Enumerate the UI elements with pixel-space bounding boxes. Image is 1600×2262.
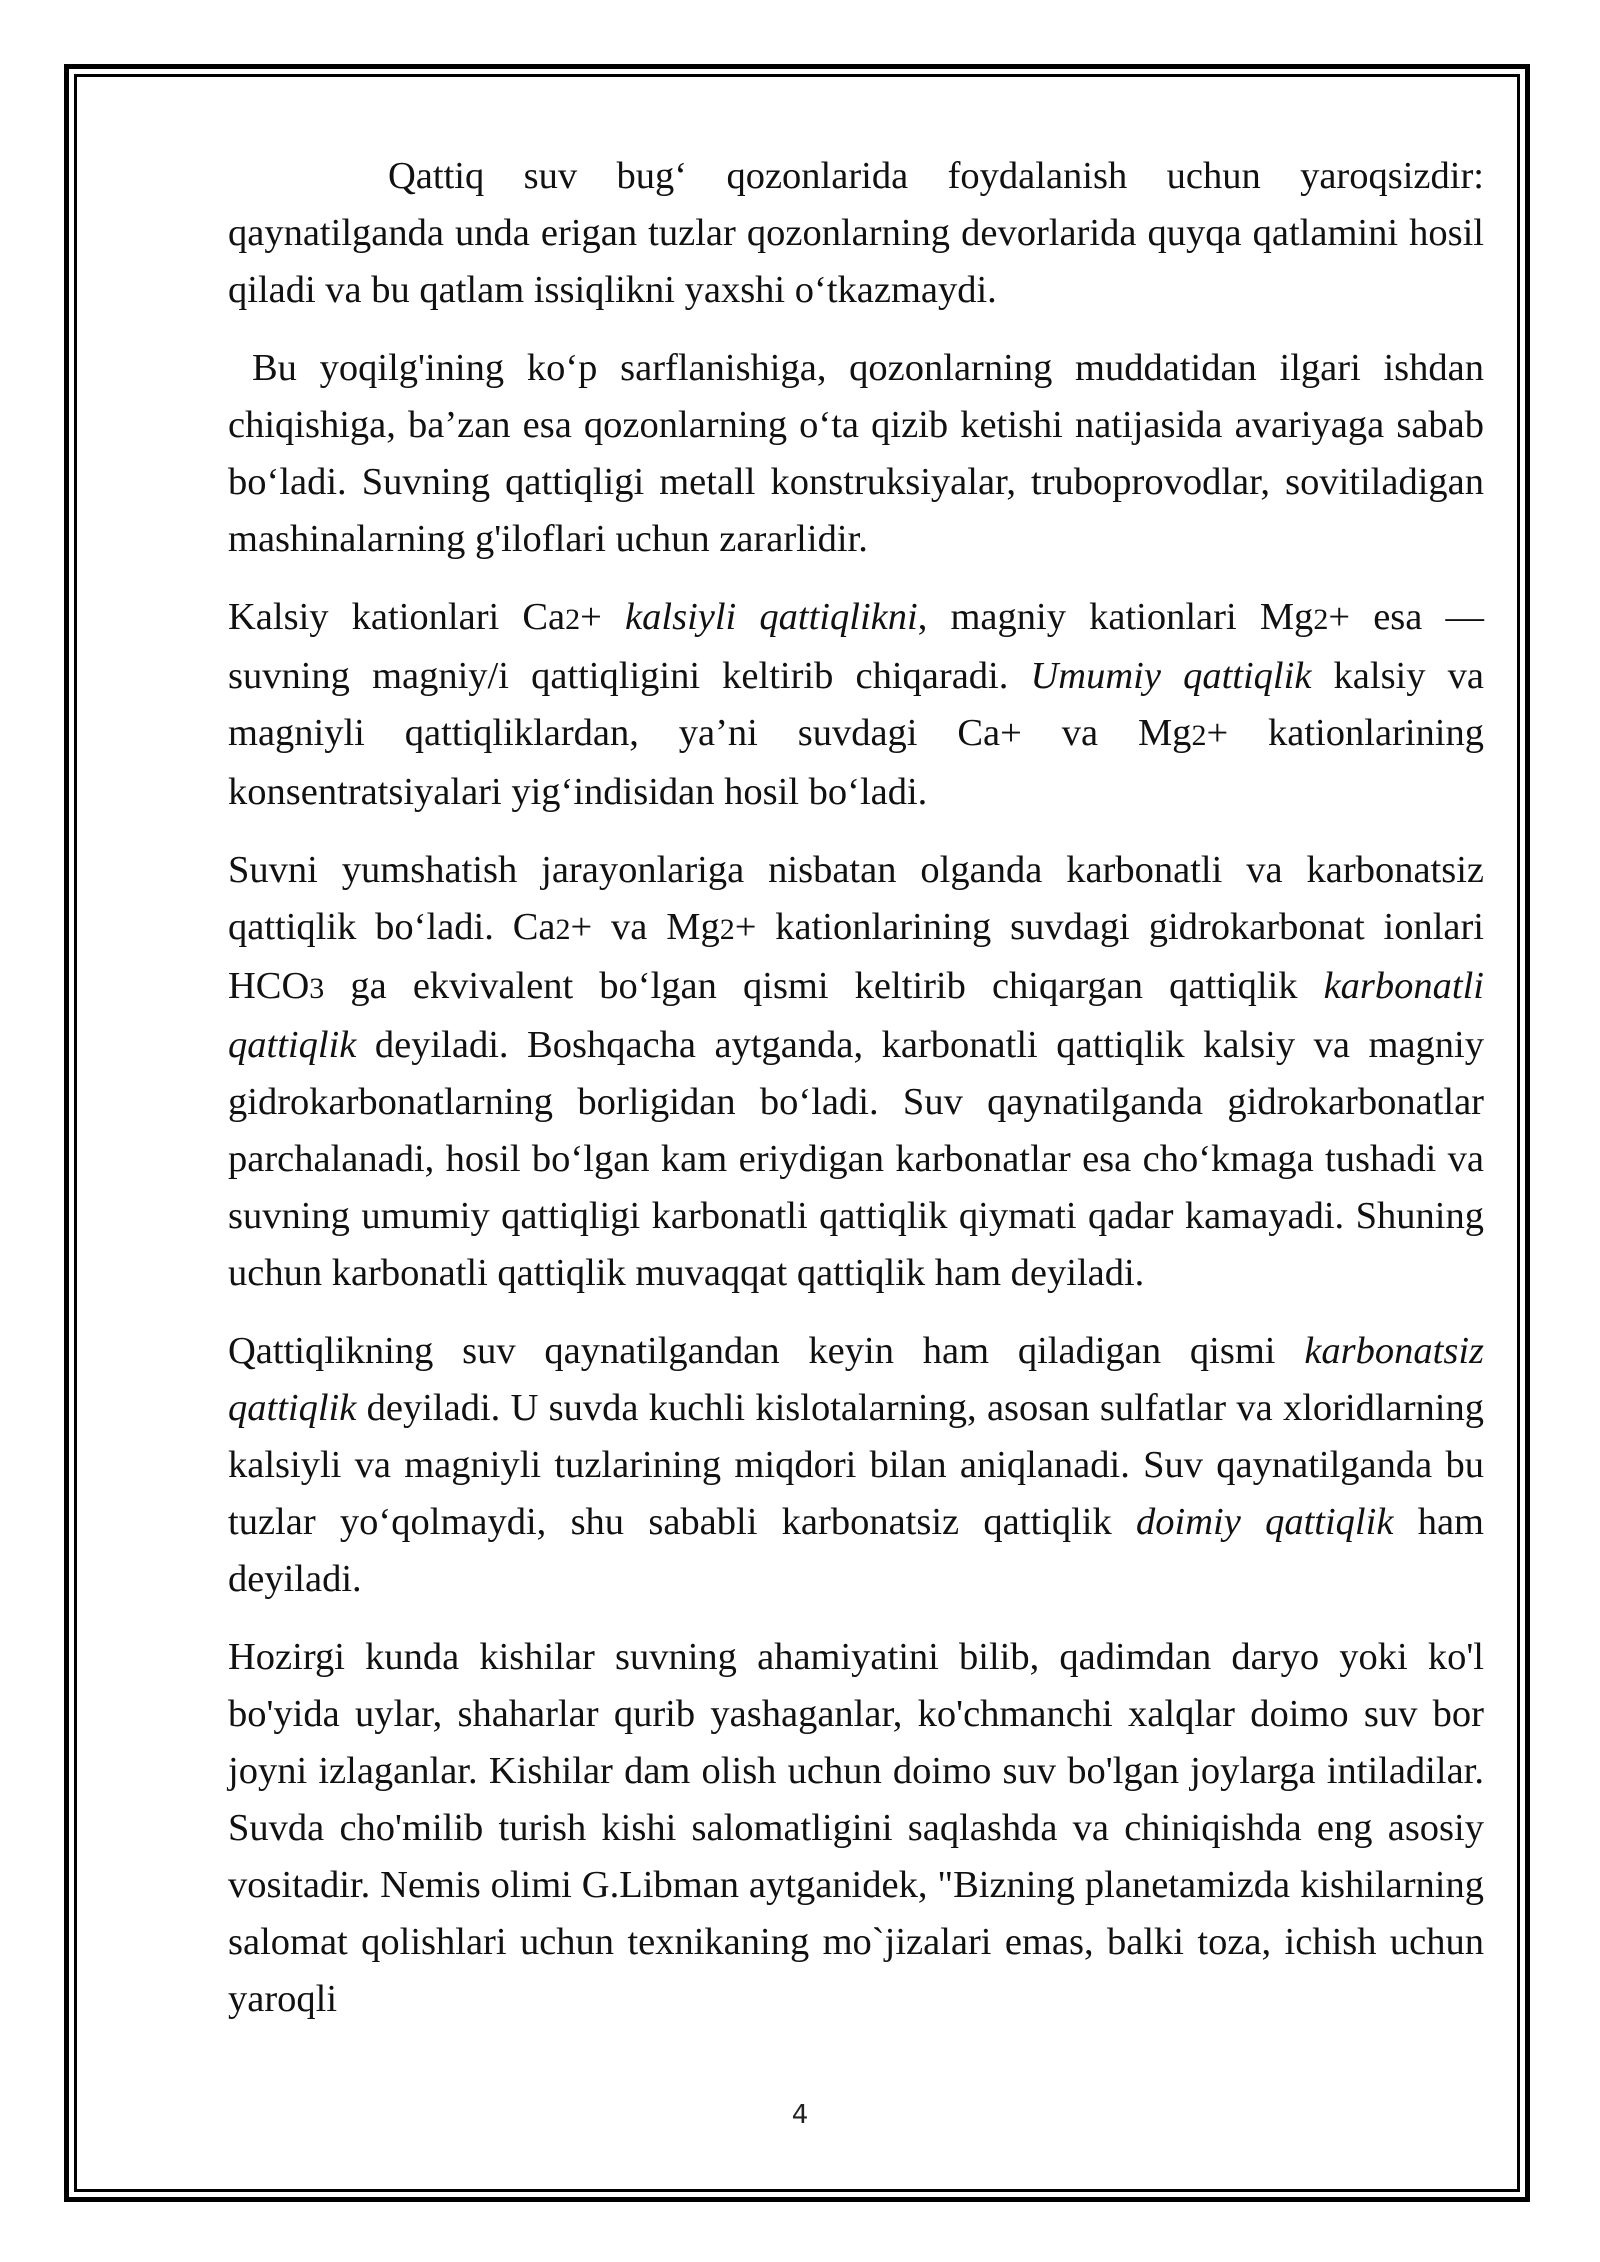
p4-text-2: + va Mg xyxy=(570,906,720,948)
p4-text-4: ga ekvivalent bo‘lgan qismi keltirib chiqargan qattiqlik xyxy=(324,965,1324,1007)
paragraph-1: Qattiq suv bug‘ qozonlarida foydalanish uchun yaroqsizdir: qaynatilganda unda erigan tuzlar qozonlarning devorlarida quyqa qatlamini hosil qiladi va bu qatlam issiqlikni yaxshi o‘tkazmaydi. xyxy=(228,155,1484,311)
p3-text-4: + esa — suvning magniy/i qattiqligini keltirib chiqaradi. xyxy=(228,596,1485,697)
p3-text-5: kalsiy va magniyli qattiqliklardan, ya’ni suvdagi Ca+ va Mg xyxy=(228,655,1484,754)
p4-charge-ca: 2 xyxy=(555,913,571,946)
p4-text-1: Suvni yumshatish jarayonlariga nisbatan olganda karbonatli va karbonatsiz qattiqlik bo‘ladi. Ca xyxy=(228,849,1484,948)
p3-term-kalsiyli: kalsiyli qattiqlikni xyxy=(625,596,918,638)
paragraph-4 xyxy=(228,842,1484,1302)
paragraph-5 xyxy=(228,1323,1484,1608)
page-number: 4 xyxy=(791,2100,809,2130)
p3-text-6: + kationlarining konsentratsiyalari yig‘indisidan hosil bo‘ladi. xyxy=(228,712,1485,813)
p4-subscript-3: 3 xyxy=(309,972,325,1005)
p4-text-3: + kationlarining suvdagi gidrokarbonat ionlari HCO xyxy=(228,906,1485,1007)
paragraph-6: Hozirgi kunda kishilar suvning ahamiyatini bilib, qadimdan daryo yoki ko'l bo'yida uylar, shaharlar qurib yashaganlar, ko'chmanchi xalqlar doimo suv bor joyni izlaganlar. Kishilar dam olish uchun doimo suv bo'lgan joylarga intiladilar. Suvda cho'milib turish kishi salomatligini saqlashda va chiniqishda eng asosiy vositadir. Nemis olimi G.Libman aytganidek, "Bizning planetamizda kishilarning salomat qolishlari uchun texnikaning mo`jizalari emas, balki toza, ichish uchun yaroqli xyxy=(228,1636,1484,2020)
p4-charge-mg: 2 xyxy=(719,913,735,946)
p4-term-karbonatli: karbonatli qattiqlik xyxy=(228,965,1484,1066)
p3-charge-mg: 2 xyxy=(1313,603,1329,636)
document-body xyxy=(228,148,1484,2049)
paragraph-3 xyxy=(228,589,1484,821)
p5-text-1: Qattiqlikning suv qaynatilgandan keyin ham qiladigan qismi xyxy=(228,1330,1305,1372)
paragraph-2: Bu yoqilg'ining ko‘p sarflanishiga, qozonlarning muddatidan ilgari ishdan chiqishiga, ba’zan esa qozonlarning o‘ta qizib ketishi natijasida avariyaga sabab bo‘ladi. Suvning qattiqligi metall konstruksiyalar, truboprovodlar, sovitiladigan mashinalarning g'iloflari uchun zararlidir. xyxy=(228,347,1484,560)
p3-charge-mg-2: 2 xyxy=(1191,719,1207,752)
p5-term-karbonatsiz: karbonatsiz qattiqlik xyxy=(228,1330,1484,1429)
p3-charge-ca: 2 xyxy=(565,603,581,636)
p4-text-5: deyiladi. Boshqacha aytganda, karbonatli qattiqlik kalsiy va magniy gidrokarbonatlarning borligidan bo‘ladi. Suv qaynatilganda gidrokarbonatlar parchalanadi, hosil bo‘lgan kam eriydigan karbonatlar esa cho‘kmaga tushadi va suvning umumiy qattiqligi karbonatli qattiqlik qiymati qadar kamayadi. Shuning uchun karbonatli qattiqlik muvaqqat qattiqlik ham deyiladi. xyxy=(228,1024,1484,1294)
p5-text-2: deyiladi. U suvda kuchli kislotalarning, asosan sulfatlar va xloridlarning kalsiyli va magniyli tuzlarining miqdori bilan aniqlanadi. Suv qaynatilganda bu tuzlar yo‘qolmaydi, shu sababli karbonatsiz qattiqlik xyxy=(228,1387,1484,1543)
p5-term-doimiy: doimiy qattiqlik xyxy=(1136,1501,1394,1543)
p3-text-3: , magniy kationlari Mg xyxy=(917,596,1314,638)
p3-term-umumiy: Umumiy qattiqlik xyxy=(1030,655,1312,697)
p5-text-3: ham deyiladi. xyxy=(228,1501,1484,1600)
p3-text-1: Kalsiy kationlari Ca xyxy=(228,596,566,638)
p3-text-2: + xyxy=(580,596,626,638)
